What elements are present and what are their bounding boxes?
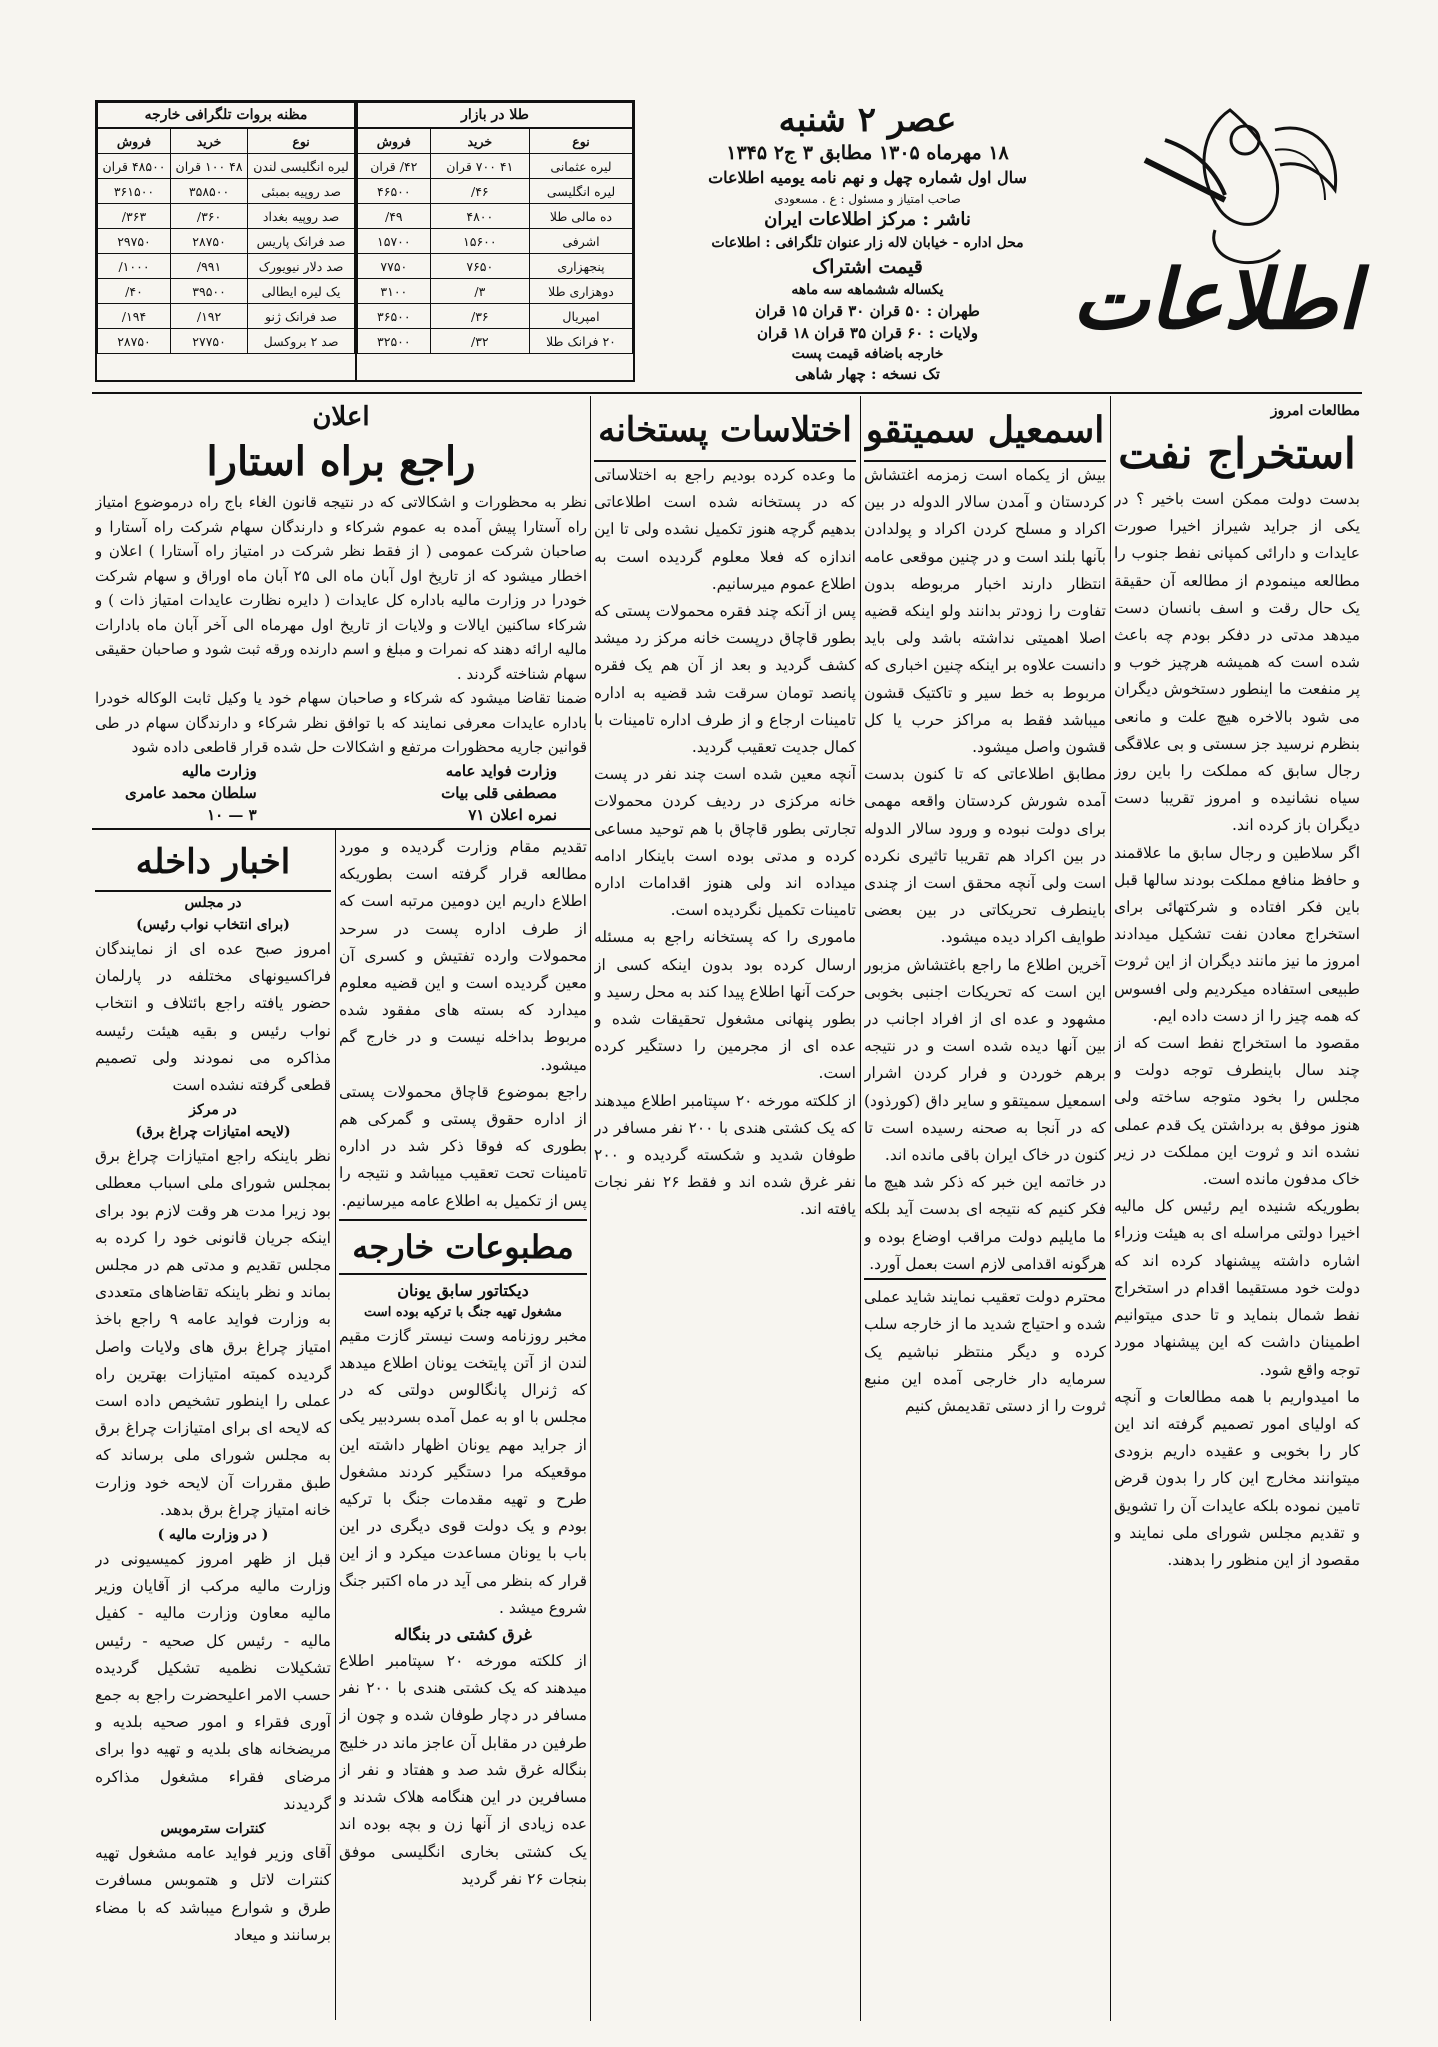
table-cell: ۲۸۷۵۰ (170, 229, 247, 254)
article-paragraph: ماموری را که پستخانه راجع به مسئله ارسال کرده بود بدون اینکه کسی از حرکت آنها اطلاع پیدا کند به محل رسید و بطور پنهانی مشغول تحقیقات شده و عده ای از مجرمین را دستگیر کرده است. (594, 928, 856, 1083)
article-simko (864, 400, 1106, 2020)
article-title: اسمعیل سمیتقو (864, 400, 1106, 462)
table-cell: ۴۱ ۷۰۰ قران (430, 154, 529, 179)
table-row (98, 229, 355, 254)
table-cell: ۱۵۷۰۰ (358, 229, 431, 254)
column-rule (860, 396, 861, 2021)
table-row (358, 179, 633, 204)
table-row (98, 304, 355, 329)
article-paragraph: تقدیم مقام وزارت گردیده و مورد مطالعه قرار گرفته است بطوریکه اطلاع داریم این دومین مرتبه است که از طرف اداره پست در سرحد محمولات وارده تفتیش و کسری آن معین گردیده است و این قضیه معلوم میدارد که بسته های مفقود شده مربوط بداخله نیست و در خارج گم میشود. (339, 838, 587, 1074)
table-row (98, 154, 355, 179)
subsection-title: ( در وزارت مالیه ) (157, 1527, 269, 1544)
gold-price-table (355, 100, 635, 382)
article-paragraph: اگر سلاطین و رجال سابق ما علاقمند و حافظ منافع مملکت بودند سالها قبل باین فکر افتاده و شرکتهائی برای استخراج معادن نفت تشکیل میدادند امروز ما نیز مانند دیگران از این ثروت طبیعی استفاده میکردیم ولی افسوس که همه چیز را از دست داده ایم. (1114, 843, 1360, 1025)
article-paragraph: امروز صبح عده ای از نمایندگان فراکسیونهای مختلفه در پارلمان حضور یافته راجع بائتلاف و انتخاب نواب رئیس و بقیه هیئت رئیسه مذاکره می نمودند ولی تصمیم قطعی گرفته نشده است (95, 940, 331, 1095)
table-row (358, 204, 633, 229)
subsection-title: در مجلس (184, 895, 242, 911)
gold-table-caption: طلا در بازار (357, 102, 633, 128)
col-header: فروش (98, 129, 171, 154)
table-row (98, 254, 355, 279)
article-subtitle: دیکتاتور سابق یونان (397, 1280, 529, 1300)
table-cell: دوهزاری طلا (529, 279, 632, 304)
table-row (98, 179, 355, 204)
table-cell: پنجهزاری (529, 254, 632, 279)
masthead (0, 0, 1438, 400)
publisher-director: صاحب امتیاز و مسئول : ع . مسعودی (774, 192, 961, 206)
signatory-name: مصطفی قلی بیات (441, 783, 557, 802)
table-cell: صد روپیه بمبئی (248, 179, 355, 204)
article-subtitle: غرق کشتی در بنگاله (394, 1625, 532, 1645)
table-cell: اشرفی (529, 229, 632, 254)
table-cell: لیره انگلیسی لندن (248, 154, 355, 179)
article-paragraph: نظر باینکه راجع امتیازات چراغ برق بمجلس شورای ملی اسباب معطلی بود زیرا مدت هر وقت لازم بود برای اینکه جریان قانونی خود را کرده به مجلس تقدیم و مدتی هم در مجلس بماند و نظر باینکه تقاضاهای متعددی به وزارت فواید عامه ۹ راجع باخذ امتیاز چراغ برق های ولایات واصل گردیده کمیته امتیازات بهترین راه عملی را اینطور تشخیص داده است که لایحه ای برای امتیازات چراغ برق به مجلس شورای ملی برساند که طبق مقررات آن لایحه خود وزارت خانه امتیاز چراغ برق بدهد. (95, 1147, 331, 1519)
fx-table-grid (97, 128, 355, 354)
table-cell: ۳/ (430, 279, 529, 304)
article-paragraph: مخبر روزنامه وست نیستر گازت مقیم لندن از آتن پایتخت یونان اطلاع میدهد که ژنرال پانگالوس دولتی که در مجلس با او به عمل آمده بسردبیر یکی از جراید مهم یونان اظهار داشته این موقعیکه مرا دستگیر کردند مشغول طرح و تهیه مقدمات جنگ با ترکیه بودم و یک دولت قوی دیگری در این باب با یونان مساعدت میکرد و از این قرار که بنظر می آید در ماه اکتبر جنگ شروع میشد . (339, 1326, 587, 1617)
table-cell: ۷۶۵۰ (430, 254, 529, 279)
table-cell: ۳۶۵۰۰ (358, 304, 431, 329)
article-post-embezzlement (594, 400, 856, 2020)
notice-kicker: اعلان (312, 402, 370, 432)
subscription-title: قیمت اشتراک (812, 256, 923, 278)
table-row (358, 304, 633, 329)
notice-count: ۳ — ۱۰ (207, 805, 257, 824)
table-cell: ۳۱۰۰ (358, 279, 431, 304)
column-foreign-news (339, 834, 587, 2019)
table-cell: صد ۲ بروکسل (248, 329, 355, 354)
column-rule (590, 396, 591, 2021)
col-header: خرید (170, 129, 247, 154)
table-cell: ۳۶۰/ (170, 204, 247, 229)
table-row (358, 254, 633, 279)
issue-number: سال اول شماره چهل و نهم نامه یومیه اطلاعات (708, 168, 1027, 187)
notice-bottom-rule (92, 828, 590, 830)
table-cell: ۴۸۰۰ (430, 204, 529, 229)
article-paragraph: بطوریکه شنیده ایم رئیس کل مالیه اخیرا دولتی مراسله ای به هیئت وزراء اشاره داشته پیشنهاد کرده اند که دولت خود مستقیما اقدام در استخراج نفط شمال بنماید و تا حدی میتوانیم اطمینان داشت که این پیشنهاد مورد توجه واقع شود. (1114, 1197, 1360, 1379)
article-paragraph: بدست دولت ممکن است باخیر ؟ در یکی از جراید شیراز اخیرا صورت عایدات و دارائی کمپانی نفط جنوب را مطالعه مینمودم از مطالعه آن حقیقة یک حال رقت و اسف بانسان دست میدهد مدتی در دفکر بودم چه باعث شده است که همیشه هرچیز خوب و پر منفعت ما اینطور دستخوش دیگران می شود بالاخره هیچ علت و مانعی بنظرم نرسید جز سستی و بی علاقگی رجال سابق که مملکت را باین روز سیاه نشانیده و امروز تقریبا دست دیگران باز کرده اند. (1114, 490, 1360, 835)
notice-title: راجع براه استارا (206, 438, 476, 485)
table-cell: صد فرانک پاریس (248, 229, 355, 254)
table-cell: ۱۹۲/ (170, 304, 247, 329)
table-cell: ۲۹۷۵۰ (98, 229, 171, 254)
logo-block (1071, 100, 1360, 380)
table-cell: ۴۰/ (98, 279, 171, 304)
table-cell: ده مالی طلا (529, 204, 632, 229)
table-cell: ۱۹۴/ (98, 304, 171, 329)
table-cell: ۳۲/ (430, 329, 529, 354)
subsection-subtitle: (برای انتخاب نواب رئیس) (136, 917, 290, 933)
notice-signatures (95, 760, 587, 826)
table-cell: ۴۸۵۰۰ قران (98, 154, 171, 179)
table-cell: ۴۶۵۰۰ (358, 179, 431, 204)
table-cell: ۴۶/ (430, 179, 529, 204)
subscription-provinces: ولایات : ۶۰ قران ۳۵ قران ۱۸ قران (756, 324, 979, 342)
table-cell: ۲۷۷۵۰ (170, 329, 247, 354)
issue-date: ۱۸ مهرماه ۱۳۰۵ مطابق ۳ ج۲ ۱۳۴۵ (726, 142, 1009, 164)
office-address: محل اداره - خیابان لاله زار عنوان تلگرافی : اطلاعات (711, 235, 1024, 251)
table-row (358, 279, 633, 304)
article-title: اختلاسات پستخانه (594, 400, 856, 462)
article-kicker: مطالعات امروز (1270, 403, 1360, 419)
article-subtitle: مشغول تهیه جنگ با ترکیه بوده است (364, 1304, 562, 1320)
table-cell: ۱۰۰۰/ (98, 254, 171, 279)
table-cell: امپریال (529, 304, 632, 329)
col-header: نوع (248, 129, 355, 154)
gold-table-grid (357, 128, 633, 354)
subscription-header: یکساله ششماهه سه ماهه (791, 282, 944, 298)
table-cell: صد روپیه بغداد (248, 204, 355, 229)
masthead-info (640, 100, 1095, 382)
table-cell: ۳۲۵۰۰ (358, 329, 431, 354)
table-cell: ۴۲/ قران (358, 154, 431, 179)
table-cell: ۳۶/ (430, 304, 529, 329)
table-cell: ۱۵۶۰۰ (430, 229, 529, 254)
article-paragraph: ما امیدواریم با همه مطالعات و آنچه که اولیای امور تصمیم گرفته اند این کار را بخوبی و عقیده داریم بزودی میتوانند مخارج این کار را بدون قرض تامین نموده بلکه عایدات آن را تشویق و تقدیم مجلس شورای ملی نمایند و مقصود از این منظور را بدهند. (1114, 1387, 1360, 1569)
column-rule (1110, 396, 1111, 2021)
subscription-abroad: خارجه باضافه قیمت پست (791, 346, 944, 362)
table-cell: لیره انگلیسی (529, 179, 632, 204)
table-row (358, 154, 633, 179)
section-title-domestic: اخبار داخله (95, 834, 331, 892)
table-cell: ۳۶۳/ (98, 204, 171, 229)
article-paragraph: مطابق اطلاعاتی که تا کنون بدست آمده شورش کردستان واقعه مهمی برای دولت نبوده و ورود سالار الدوله در بین اکراد هم تقریبا تاثیری نکرده است ولی آنچه محقق است از چندی باینطرف تحریکاتی در بین بعضی طوایف اکراد دیده میشود. (864, 765, 1106, 947)
publisher-name: ناشر : مرکز اطلاعات ایران (764, 209, 971, 230)
table-cell: ۴۹/ (358, 204, 431, 229)
article-paragraph: از کلکته مورخه ۲۰ سپتامبر اطلاع میدهند که یک کشتی هندی با ۲۰۰ نفر مسافر در دچار طوفان شده و چون از طرفین در مقابل آن عاجز ماند در خلیج بنگاله غرق شد صد و هفتاد و نفر از مسافرین در این هنگامه هلاک شدند و عده زیادی از آنها زن و بچه بوده اند یک کشتی بخاری انگلیسی موفق بنجات ۲۶ نفر گردید (339, 1652, 587, 1888)
issue-day: عصر ۲ شنبه (778, 100, 957, 140)
single-copy-price: تک نسخه : چهار شاهی (795, 365, 940, 383)
signatory-org: وزارت فواید عامه (445, 761, 557, 780)
article-oil-extraction (1114, 400, 1360, 2020)
subsection-title: در مرکز (189, 1102, 237, 1119)
column-domestic-news (95, 834, 331, 2019)
column-rule (335, 830, 336, 2020)
article-paragraph: پس از آنکه چند فقره محمولات پستی که بطور قاچاق درپست خانه مرکز رد میشد کشف گردید و بعد از آن هم یک فقره پانصد تومان سرقت شد قضیه به اداره تامینات ارجاع و از طرف اداره تامینات با کمال جدیت تعقیب گردید. (594, 602, 856, 757)
notice-body: نظر به محظورات و اشکالاتی که در نتیجه قانون الغاء باج راه درموضوع امتیاز راه آستارا پیش آمده به عموم شرکاء و دارندگان سهام شرکت راه آستارا و صاحبان شرکت عمومی ( از فقط نظر شرکت در امتیاز راه آستارا ) اعلان و اخطار میشود که از تاریخ اول آبان ماه الی ۲۵ آبان ماه اوراق و سهام شرکت خودرا در وزارت مالیه باداره کل عایدات ( دایره نظارت عایدات امتیاز ذات ) و شرکاء ساکنین ایالات و ولایات از تاریخ اول مهرماه الی آخر آبان ماه بادارات مالیه ارائه دهند که نمرات و مبلغ و اسم دارنده ورقه ثبت شود و صاحبان حقیقی سهام شناخته گردند . (95, 493, 587, 683)
col-header: خرید (430, 129, 529, 154)
article-paragraph: محترم دولت تعقیب نمایند شاید عملی شده و احتیاج شدید ما از خارجه سلب کرده و دیگر منتظر نباشیم یک سرمایه دار خارجی آمده این منبع ثروت را از دستی تقدیمش کنیم (864, 1278, 1106, 1420)
newspaper-logo: اطلاعات (1071, 252, 1360, 348)
subsection-title: کنترات سترموبس (160, 1821, 266, 1838)
table-cell: ۲۸۷۵۰ (98, 329, 171, 354)
article-paragraph: از کلکته مورخه ۲۰ سپتامبر اطلاع میدهند که یک کشتی هندی با ۲۰۰ نفر مسافر در طوفان شدید و شکسته گردیده و ۲۰۰ نفر غرق شده اند و فقط ۲۶ نفر نجات یافته اند. (594, 1091, 856, 1219)
table-cell: ۳۹۵۰۰ (170, 279, 247, 304)
fx-table-caption: مظنه بروات تلگرافی خارجه (97, 102, 355, 128)
table-cell: یک لیره ایطالی (248, 279, 355, 304)
subscription-tehran: طهران : ۵۰ قران ۳۰ قران ۱۵ قران (755, 302, 980, 320)
col-header: فروش (358, 129, 431, 154)
notice-body: ضمنا تقاضا میشود که شرکاء و صاحبان سهام خود یا وکیل ثابت الوکاله خودرا باداره عایدات معرفی نمایند که با توافق نظر شرکاء و دارندگان سهام در طی قوانین جاریه محظورات مرتفع و اشکالات حل شده قرار قاطعی داده شود (95, 689, 587, 756)
table-cell: ۹۹۱/ (170, 254, 247, 279)
notice-astara-road (95, 400, 587, 825)
table-row (98, 204, 355, 229)
article-paragraph: آقای وزیر فواید عامه مشغول تهیه کنترات لاتل و هتموبس مسافرت طرق و شوارع میباشد که با مضاء برسانند و میعاد (95, 1844, 331, 1944)
article-paragraph: قبل از ظهر امروز کمیسیونی در وزارت مالیه مرکب از آقایان وزیر مالیه معاون وزارت مالیه - کفیل مالیه - رئیس کل صحیه - رئیس تشکیلات نظمیه تشکیل گردیده حسب الامر اعلیحضرت راجع به جمع آوری فقراء و امور صحیه بلدیه و مریضخانه های بلدیه و تهیه دوا برای مرضای فقراء مشغول مذاکره گردیدند (95, 1550, 331, 1813)
article-paragraph: بیش از یکماه است زمزمه اغتشاش کردستان و آمدن سالار الدوله در بین اکراد و مسلح کردن اکراد و پولدادن بآنها بلند است و در چنین موقعی عامه انتظار دارند اخبار مربوطه بدون تفاوت را زودتر بدانند ولو اینکه قضیه اصلا اهمیتی نداشته باشد ولی باید دانست علاوه بر اینکه چنین اخباری که مربوط به خط سیر و تاکتیک قشون میباشد فقط به مراکز حرب یا کل قشون واصل میشود. (864, 466, 1106, 757)
signatory-org: وزارت مالیه (181, 761, 257, 780)
table-row (98, 279, 355, 304)
masthead-rule (92, 392, 1362, 394)
article-title: استخراج نفت (1118, 429, 1356, 478)
article-paragraph: راجع بموضوع قاچاق محمولات پستی از اداره حقوق پستی و گمرکی هم بطوری که فوقا ذکر شد در اداره تامینات تحت تعقیب میباشد و نتیجه را پس از تکمیل به اطلاع عامه میرسانیم. (339, 1082, 587, 1210)
table-cell: ۲۰ فرانک طلا (529, 329, 632, 354)
table-row (98, 329, 355, 354)
table-cell: صد فرانک ژنو (248, 304, 355, 329)
article-paragraph: مقصود ما استخراج نفط است که از چند سال باینطرف توجه دولت و مجلس را بخود متوجه ساخته ولی هنوز موفق به برداشتن یک قدم عملی نشده اند و ثروت این مملکت در زیر خاک مدفون مانده است. (1114, 1034, 1360, 1189)
table-cell: ۳۶۱۵۰۰ (98, 179, 171, 204)
col-header: نوع (529, 129, 632, 154)
table-row (358, 329, 633, 354)
article-paragraph: آخرین اطلاع ما راجع باغتشاش مزبور این است که تحریکات اجنبی بخوبی مشهود و عده ای از افراد اجانب در بین آنها دیده شده است و در نتیجه برهم خوردن و فرار کردن اشرار اسمعیل سمیتقو و سایر داق (کورذود) که در آنجا به صحنه رسیده است تا کنون در خاک ایران باقی مانده اند. (864, 955, 1106, 1165)
article-paragraph: در خاتمه این خبر که ذکر شد هیچ ما فکر کنیم که نتیجه ای بدست آید بلکه ما مایلیم دولت مراقب اوضاع بوده و هرگونه اقدامی لازم است بعمل آورد. (864, 1173, 1106, 1273)
signatory-name: سلطان محمد عامری (125, 783, 257, 802)
table-cell: ۳۵۸۵۰۰ (170, 179, 247, 204)
article-paragraph: آنچه معین شده است چند نفر در پست خانه مرکزی در ردیف کردن محمولات تجارتی بطور قاچاق با هم توحید مساعی کرده و مدتی بوده است باینکار ادامه میداده اند ولی هنوز اقدامات اداره تامینات تکمیل نگردیده است. (594, 765, 856, 920)
fx-rates-table (95, 100, 357, 382)
table-cell: ۷۷۵۰ (358, 254, 431, 279)
table-cell: صد دلار نیویورک (248, 254, 355, 279)
table-row (358, 229, 633, 254)
table-cell: لیره عثمانی (529, 154, 632, 179)
subsection-subtitle: (لایحه امتیازات چراغ برق) (135, 1124, 291, 1141)
table-cell: ۴۸ ۱۰۰ قران (170, 154, 247, 179)
article-paragraph: ما وعده کرده بودیم راجع به اختلاساتی که در پستخانه شده است اطلاعاتی بدهیم گرچه هنوز تکمیل نشده ولی تا این اندازه که فعلا معلوم گردیده است به اطلاع عموم میرسانیم. (594, 466, 856, 593)
notice-number: نمره اعلان ۷۱ (468, 805, 557, 824)
section-title-foreign-press: مطبوعات خارجه (339, 1219, 587, 1275)
